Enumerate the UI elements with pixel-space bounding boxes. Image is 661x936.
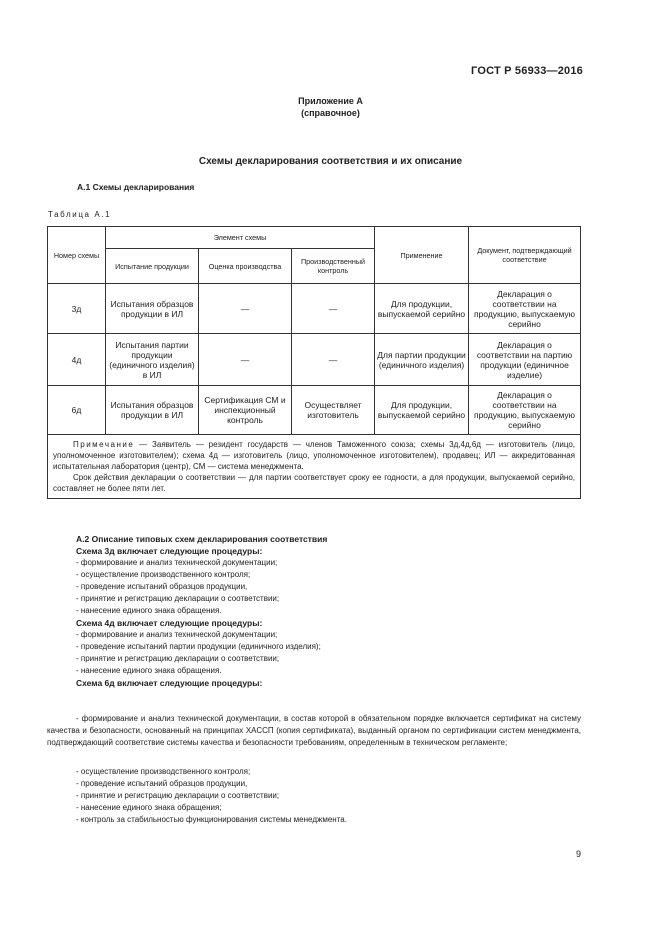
cell-assessment: — [199,334,292,386]
main-title: Схемы декларирования соответствия и их описание [198,156,463,167]
cell-testing: Испытания образцов продукции в ИЛ [106,386,199,435]
cell-document: Декларация о соответствии на партию продукции (единичное изделие) [469,334,581,386]
table-note [48,435,581,499]
section-a1-heading: А.1 Схемы декларирования [77,182,195,192]
list-item: - формирование и анализ технической документации, в состав которой в обязательном порядке включается сертификат на систему качества и безопасности, основанный на принципах ХАССП (копия сертификата), выданный органом по сертификации систем менеджмента, подтверждающий соответствие системы качества и безопасности требованиям, определенным в техническом регламенте; [47,714,581,747]
section-a2-heading: А.2 Описание типовых схем декларирования соответствия [76,534,328,544]
list-item: - принятие и регистрацию декларации о соответствии; [76,791,280,800]
scheme6-heading: Схема 6д включает следующие процедуры: [76,678,263,688]
cell-control: — [292,284,375,334]
cell-control: Осуществляет изготовитель [292,386,375,435]
cell-no: 3д [48,284,106,334]
list-item: - формирование и анализ технической документации; [76,558,278,567]
header-element: Элемент схемы [106,227,375,249]
cell-application: Для продукции, выпускаемой серийно [375,284,469,334]
cell-testing: Испытания партии продукции (единичного изделия) в ИЛ [106,334,199,386]
note-label: Примечание [73,440,135,449]
list-item: - проведение испытаний образцов продукции, [76,582,248,591]
cell-no: 4д [48,334,106,386]
cell-application: Для партии продукции (единичного изделия) [375,334,469,386]
cell-assessment: — [199,284,292,334]
list-item: - проведение испытаний образцов продукции, [76,779,248,788]
list-item: - контроль за стабильностью функционирования системы менеджмента. [76,815,347,824]
list-item: - принятие и регистрацию декларации о соответствии; [76,594,280,603]
header-scheme-no: Номер схемы [48,227,106,284]
appendix-subtitle: (справочное) [301,108,360,118]
table-row [48,334,581,386]
scheme6-list [76,766,581,826]
list-item: - осуществление производственного контроля; [76,570,251,579]
header-document: Документ, подтверждающий соответствие [469,227,581,284]
header-production-control: Производственный контроль [292,249,375,284]
cell-no: 6д [48,386,106,435]
cell-control: — [292,334,375,386]
header-assessment: Оценка производства [199,249,292,284]
header-testing: Испытание продукции [106,249,199,284]
scheme-table [47,226,581,499]
cell-document: Декларация о соответствии на продукцию, выпускаемую серийно [469,386,581,435]
list-item: - принятие и регистрацию декларации о соответствии; [76,654,280,663]
cell-application: Для продукции, выпускаемой серийно [375,386,469,435]
table-label: Таблица А.1 [48,210,112,219]
page-number: 9 [576,849,582,859]
cell-document: Декларация о соответствии на продукцию, выпускаемую серийно [469,284,581,334]
cell-testing: Испытания образцов продукции в ИЛ [106,284,199,334]
header-application: Применение [375,227,469,284]
list-item: - проведение испытаний партии продукции (единичного изделия); [76,642,321,651]
standard-header: ГОСТ Р 56933—2016 [471,65,583,77]
table-row [48,284,581,334]
note-text: — Заявитель — резидент государств — членов Таможенного союза; схемы 3д,4д,6д — изготовитель (лицо, уполномоченное изготовителем); схема 4д — изготовитель (лицо, уполномоченное изготовителем), продавец; ИЛ — аккредитованная испытательная лаборатория (центр), СМ — система менеджмента. [53,440,576,471]
cell-assessment: Сертификация СМ и инспекционный контроль [199,386,292,435]
list-item: - нанесение единого знака обращения. [76,606,222,615]
list-item: - нанесение единого знака обращения; [76,803,222,812]
scheme4-heading: Схема 4д включает следующие процедуры: [76,618,263,628]
table-row [48,386,581,435]
note-text-validity: Срок действия декларации о соответствии — для партии соответствует сроку ее годности, а для продукции, выпускаемой серийно, составляет не более пяти лет. [53,473,576,493]
scheme3-heading: Схема 3д включает следующие процедуры: [76,546,263,556]
body-section [76,533,581,689]
appendix-title: Приложение А [298,96,363,106]
list-item: - осуществление производственного контроля; [76,767,251,776]
list-item: - нанесение единого знака обращения. [76,666,222,675]
list-item: - формирование и анализ технической документации; [76,630,278,639]
